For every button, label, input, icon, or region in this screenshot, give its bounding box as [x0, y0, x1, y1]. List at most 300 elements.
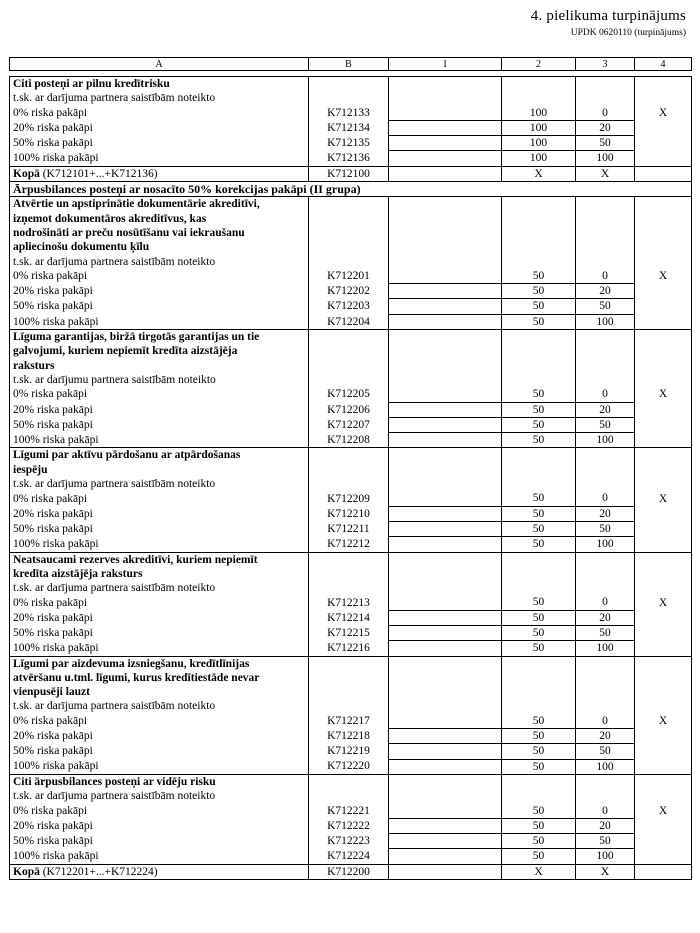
col-3-value: 50 — [576, 136, 635, 151]
col-1-cell — [389, 433, 502, 448]
risk-table — [9, 57, 692, 880]
total-label — [10, 166, 309, 181]
empty-cell — [635, 699, 692, 713]
empty-cell — [389, 197, 502, 212]
row-code: K712219 — [309, 744, 389, 759]
empty-cell — [502, 774, 576, 789]
col-1-cell — [389, 759, 502, 774]
empty-cell — [389, 240, 502, 254]
col-3-value: 0 — [576, 595, 635, 610]
empty-cell — [309, 656, 389, 671]
table-row — [10, 136, 692, 151]
col-1-cell — [389, 729, 502, 744]
table-row — [10, 269, 692, 284]
total-kopa: Kopā — [13, 865, 40, 878]
empty-cell — [502, 656, 576, 671]
col-4-value — [635, 314, 692, 329]
group-heading-row — [10, 567, 692, 581]
table-row — [10, 387, 692, 402]
col-2-value: 50 — [502, 625, 576, 640]
total-label — [10, 864, 309, 879]
empty-cell — [576, 685, 635, 699]
risk-label: 100% riska pakāpi — [10, 314, 309, 329]
section-title-row — [10, 182, 692, 197]
table-row — [10, 106, 692, 121]
subtotal-label-row — [10, 255, 692, 269]
risk-label: 0% riska pakāpi — [10, 714, 309, 729]
column-header-b: B — [309, 58, 389, 71]
tsk-label: t.sk. ar darījuma partnera saistībām noteikto — [10, 477, 309, 491]
col-1-cell — [389, 299, 502, 314]
col-4-value — [635, 729, 692, 744]
col-3-value: 20 — [576, 284, 635, 299]
subtotal-label-row — [10, 91, 692, 105]
empty-cell — [502, 226, 576, 240]
column-header-a: A — [10, 58, 309, 71]
group-heading-row — [10, 197, 692, 212]
group-heading-row — [10, 552, 692, 567]
empty-cell — [309, 567, 389, 581]
empty-cell — [389, 91, 502, 105]
empty-cell — [635, 344, 692, 358]
col-1-cell — [389, 106, 502, 121]
annex-title: 4. pielikuma turpinājums — [530, 8, 686, 24]
row-code: K712217 — [309, 714, 389, 729]
row-code: K712216 — [309, 641, 389, 656]
empty-cell — [502, 359, 576, 373]
col-1-cell — [389, 714, 502, 729]
empty-cell — [576, 671, 635, 685]
col-1-cell — [389, 744, 502, 759]
row-code: K712136 — [309, 151, 389, 166]
col-2-value: 50 — [502, 744, 576, 759]
risk-label: 0% riska pakāpi — [10, 106, 309, 121]
col-2-value: 50 — [502, 299, 576, 314]
empty-cell — [389, 477, 502, 491]
empty-cell — [502, 77, 576, 92]
col-4-value — [635, 759, 692, 774]
col-4-value — [635, 402, 692, 417]
row-code: K712134 — [309, 120, 389, 135]
risk-label: 20% riska pakāpi — [10, 818, 309, 833]
col-2-value: 50 — [502, 387, 576, 402]
row-code: K712212 — [309, 537, 389, 552]
empty-cell — [576, 197, 635, 212]
col-2-value: 50 — [502, 417, 576, 432]
col-3-value: 0 — [576, 387, 635, 402]
empty-cell — [576, 212, 635, 226]
col-2-value: 50 — [502, 269, 576, 284]
col-1-cell — [389, 120, 502, 135]
row-code: K712221 — [309, 804, 389, 819]
empty-cell — [389, 77, 502, 92]
risk-label: 0% riska pakāpi — [10, 491, 309, 506]
empty-cell — [389, 552, 502, 567]
row-code: K712223 — [309, 834, 389, 849]
table-body — [10, 71, 692, 880]
empty-cell — [502, 463, 576, 477]
col-3-value: 100 — [576, 759, 635, 774]
col-2-value: 50 — [502, 804, 576, 819]
empty-cell — [389, 567, 502, 581]
empty-cell — [502, 91, 576, 105]
col-4-value — [635, 284, 692, 299]
group-heading-row — [10, 448, 692, 463]
empty-cell — [635, 463, 692, 477]
empty-cell — [309, 552, 389, 567]
group-heading: Citi ārpusbilances posteņi ar vidēju risku — [10, 774, 309, 789]
col-2-value: 50 — [502, 714, 576, 729]
empty-cell — [635, 226, 692, 240]
total-kopa: Kopā — [13, 167, 40, 180]
col-3-value: 50 — [576, 299, 635, 314]
column-header-4: 4 — [635, 58, 692, 71]
col-4-value — [635, 299, 692, 314]
col-3-value: 50 — [576, 625, 635, 640]
empty-cell — [502, 255, 576, 269]
empty-cell — [635, 581, 692, 595]
row-code: K712215 — [309, 625, 389, 640]
empty-cell — [309, 330, 389, 345]
empty-cell — [502, 789, 576, 803]
total-range: (K712201+...+K712224) — [42, 865, 158, 878]
col-3-value: 100 — [576, 641, 635, 656]
group-heading: raksturs — [10, 359, 309, 373]
empty-cell — [309, 789, 389, 803]
empty-cell — [389, 255, 502, 269]
row-code: K712222 — [309, 818, 389, 833]
empty-cell — [389, 671, 502, 685]
empty-cell — [502, 197, 576, 212]
col-1-cell — [389, 314, 502, 329]
risk-label: 100% riska pakāpi — [10, 537, 309, 552]
empty-cell — [576, 774, 635, 789]
subtotal-label-row — [10, 477, 692, 491]
risk-label: 100% riska pakāpi — [10, 759, 309, 774]
empty-cell — [389, 226, 502, 240]
col-4-value — [635, 849, 692, 864]
table-row — [10, 595, 692, 610]
tsk-label: t.sk. ar darījuma partnera saistībām noteikto — [10, 255, 309, 269]
col-4-value: X — [635, 491, 692, 506]
empty-cell — [635, 774, 692, 789]
empty-cell — [389, 774, 502, 789]
col-3-value: 50 — [576, 417, 635, 432]
total-row — [10, 166, 692, 181]
row-code: K712209 — [309, 491, 389, 506]
table-row — [10, 299, 692, 314]
group-heading-row — [10, 359, 692, 373]
empty-cell — [576, 344, 635, 358]
empty-cell — [635, 212, 692, 226]
section-title: Ārpusbilances posteņi ar nosacīto 50% korekcijas pakāpi (II grupa) — [10, 182, 692, 197]
subtotal-label-row — [10, 789, 692, 803]
col-3-value: 100 — [576, 151, 635, 166]
risk-label: 100% riska pakāpi — [10, 641, 309, 656]
risk-label: 50% riska pakāpi — [10, 625, 309, 640]
risk-label: 20% riska pakāpi — [10, 402, 309, 417]
row-code: K712203 — [309, 299, 389, 314]
col-4-value — [635, 120, 692, 135]
table-row — [10, 537, 692, 552]
empty-cell — [502, 330, 576, 345]
empty-cell — [576, 359, 635, 373]
col-3-value: 100 — [576, 433, 635, 448]
risk-label: 50% riska pakāpi — [10, 521, 309, 536]
empty-cell — [389, 656, 502, 671]
group-heading: izņemot dokumentāros akreditīvus, kas — [10, 212, 309, 226]
risk-label: 0% riska pakāpi — [10, 269, 309, 284]
empty-cell — [576, 448, 635, 463]
row-code: K712202 — [309, 284, 389, 299]
col-3-value: 100 — [576, 537, 635, 552]
col-1-cell — [389, 818, 502, 833]
row-code: K712224 — [309, 849, 389, 864]
row-code: K712133 — [309, 106, 389, 121]
empty-cell — [502, 567, 576, 581]
col-2-value: 50 — [502, 818, 576, 833]
empty-cell — [502, 373, 576, 387]
col-1-cell — [389, 595, 502, 610]
empty-cell — [502, 552, 576, 567]
col-1-cell — [389, 610, 502, 625]
col-4-value — [635, 136, 692, 151]
col-2-value: 50 — [502, 610, 576, 625]
col-4-value: X — [635, 595, 692, 610]
empty-cell — [576, 581, 635, 595]
group-heading: Neatsaucami rezerves akreditīvi, kuriem nepiemīt — [10, 552, 309, 567]
col-4-value — [635, 417, 692, 432]
col-4-value — [635, 151, 692, 166]
col-4-value — [635, 834, 692, 849]
group-heading-row — [10, 226, 692, 240]
group-heading: galvojumi, kuriem nepiemīt kredīta aizstājēja — [10, 344, 309, 358]
empty-cell — [309, 685, 389, 699]
tsk-label: t.sk. ar darījuma partnera saistībām noteikto — [10, 699, 309, 713]
table-row — [10, 641, 692, 656]
total-range: (K712101+...+K712136) — [42, 167, 158, 180]
group-heading: nodrošināti ar preču nosūtīšanu vai iekraušanu — [10, 226, 309, 240]
table-row — [10, 729, 692, 744]
empty-cell — [309, 255, 389, 269]
empty-cell — [502, 671, 576, 685]
empty-cell — [635, 240, 692, 254]
col-1-cell — [389, 269, 502, 284]
table-row — [10, 314, 692, 329]
empty-cell — [576, 226, 635, 240]
col-1-cell — [389, 641, 502, 656]
column-header-1: 1 — [389, 58, 502, 71]
col-3-value: 20 — [576, 729, 635, 744]
group-heading-row — [10, 212, 692, 226]
total-col-2: X — [502, 864, 576, 879]
table-row — [10, 284, 692, 299]
empty-cell — [635, 77, 692, 92]
table-row — [10, 834, 692, 849]
total-code: K712200 — [309, 864, 389, 879]
empty-cell — [576, 91, 635, 105]
group-heading: Līgumi par aktīvu pārdošanu ar atpārdošanas — [10, 448, 309, 463]
empty-cell — [635, 373, 692, 387]
col-3-value: 20 — [576, 818, 635, 833]
empty-cell — [389, 699, 502, 713]
row-code: K712207 — [309, 417, 389, 432]
table-row — [10, 818, 692, 833]
col-4-value — [635, 537, 692, 552]
column-header-3: 3 — [576, 58, 635, 71]
empty-cell — [502, 699, 576, 713]
table-row — [10, 417, 692, 432]
col-2-value: 50 — [502, 834, 576, 849]
col-3-value: 100 — [576, 314, 635, 329]
col-4-value: X — [635, 387, 692, 402]
risk-label: 50% riska pakāpi — [10, 136, 309, 151]
subtotal-label-row — [10, 373, 692, 387]
table-row — [10, 120, 692, 135]
group-heading: Līguma garantijas, biržā tirgotās garantijas un tie — [10, 330, 309, 345]
table-row — [10, 759, 692, 774]
empty-cell — [389, 463, 502, 477]
total-row — [10, 864, 692, 879]
col-2-value: 50 — [502, 284, 576, 299]
empty-cell — [635, 864, 692, 879]
empty-cell — [502, 685, 576, 699]
empty-cell — [389, 344, 502, 358]
empty-cell — [576, 373, 635, 387]
empty-cell — [309, 77, 389, 92]
col-1-cell — [389, 417, 502, 432]
empty-cell — [389, 864, 502, 879]
col-4-value: X — [635, 804, 692, 819]
col-4-value — [635, 744, 692, 759]
risk-label: 100% riska pakāpi — [10, 849, 309, 864]
col-3-value: 0 — [576, 804, 635, 819]
table-row — [10, 804, 692, 819]
total-code: K712100 — [309, 166, 389, 181]
empty-cell — [635, 359, 692, 373]
group-heading: Līgumi par aizdevuma izsniegšanu, kredītlīnijas — [10, 656, 309, 671]
col-4-value: X — [635, 714, 692, 729]
subtotal-label-row — [10, 581, 692, 595]
col-3-value: 20 — [576, 120, 635, 135]
group-heading-row — [10, 774, 692, 789]
col-4-value — [635, 433, 692, 448]
empty-cell — [635, 91, 692, 105]
col-1-cell — [389, 804, 502, 819]
empty-cell — [635, 789, 692, 803]
empty-cell — [576, 240, 635, 254]
empty-cell — [576, 477, 635, 491]
group-heading-row — [10, 77, 692, 92]
empty-cell — [502, 448, 576, 463]
empty-cell — [502, 212, 576, 226]
empty-cell — [502, 581, 576, 595]
risk-label: 50% riska pakāpi — [10, 744, 309, 759]
column-header-2: 2 — [502, 58, 576, 71]
table-row — [10, 151, 692, 166]
group-heading: apliecinošu dokumentu ķīlu — [10, 240, 309, 254]
empty-cell — [576, 567, 635, 581]
col-3-value: 100 — [576, 849, 635, 864]
col-2-value: 50 — [502, 506, 576, 521]
col-1-cell — [389, 136, 502, 151]
empty-cell — [576, 77, 635, 92]
col-2-value: 50 — [502, 491, 576, 506]
col-3-value: 50 — [576, 521, 635, 536]
row-code: K712205 — [309, 387, 389, 402]
tsk-label: t.sk. ar darījumu partnera saistībām noteikto — [10, 373, 309, 387]
col-4-value — [635, 625, 692, 640]
group-heading-row — [10, 344, 692, 358]
col-2-value: 100 — [502, 136, 576, 151]
table-row — [10, 849, 692, 864]
empty-cell — [502, 240, 576, 254]
empty-cell — [309, 240, 389, 254]
empty-cell — [309, 359, 389, 373]
empty-cell — [635, 671, 692, 685]
table-row — [10, 610, 692, 625]
col-4-value: X — [635, 106, 692, 121]
empty-cell — [309, 212, 389, 226]
risk-label: 20% riska pakāpi — [10, 729, 309, 744]
col-4-value — [635, 506, 692, 521]
column-header-row — [10, 58, 692, 71]
row-code: K712210 — [309, 506, 389, 521]
empty-cell — [389, 359, 502, 373]
subtotal-label-row — [10, 699, 692, 713]
col-3-value: 0 — [576, 106, 635, 121]
empty-cell — [309, 699, 389, 713]
row-code: K712208 — [309, 433, 389, 448]
empty-cell — [309, 91, 389, 105]
risk-label: 100% riska pakāpi — [10, 151, 309, 166]
empty-cell — [389, 581, 502, 595]
col-2-value: 50 — [502, 537, 576, 552]
risk-label: 20% riska pakāpi — [10, 120, 309, 135]
risk-label: 50% riska pakāpi — [10, 834, 309, 849]
risk-label: 100% riska pakāpi — [10, 433, 309, 448]
col-1-cell — [389, 521, 502, 536]
col-1-cell — [389, 625, 502, 640]
empty-cell — [389, 373, 502, 387]
col-1-cell — [389, 491, 502, 506]
empty-cell — [389, 166, 502, 181]
empty-cell — [502, 477, 576, 491]
empty-cell — [635, 567, 692, 581]
empty-cell — [309, 448, 389, 463]
table-row — [10, 402, 692, 417]
table-row — [10, 521, 692, 536]
col-1-cell — [389, 402, 502, 417]
empty-cell — [389, 448, 502, 463]
row-code: K712213 — [309, 595, 389, 610]
group-heading: atvēršanu u.tml. līgumi, kurus kredītiestāde nevar — [10, 671, 309, 685]
table-row — [10, 625, 692, 640]
group-heading-row — [10, 330, 692, 345]
col-3-value: 0 — [576, 714, 635, 729]
risk-label: 50% riska pakāpi — [10, 417, 309, 432]
risk-label: 50% riska pakāpi — [10, 299, 309, 314]
row-code: K712204 — [309, 314, 389, 329]
empty-cell — [309, 671, 389, 685]
table-row — [10, 491, 692, 506]
row-code: K712201 — [309, 269, 389, 284]
row-code: K712206 — [309, 402, 389, 417]
empty-cell — [502, 344, 576, 358]
empty-cell — [576, 699, 635, 713]
risk-label: 20% riska pakāpi — [10, 610, 309, 625]
tsk-label: t.sk. ar darījuma partnera saistībām noteikto — [10, 91, 309, 105]
